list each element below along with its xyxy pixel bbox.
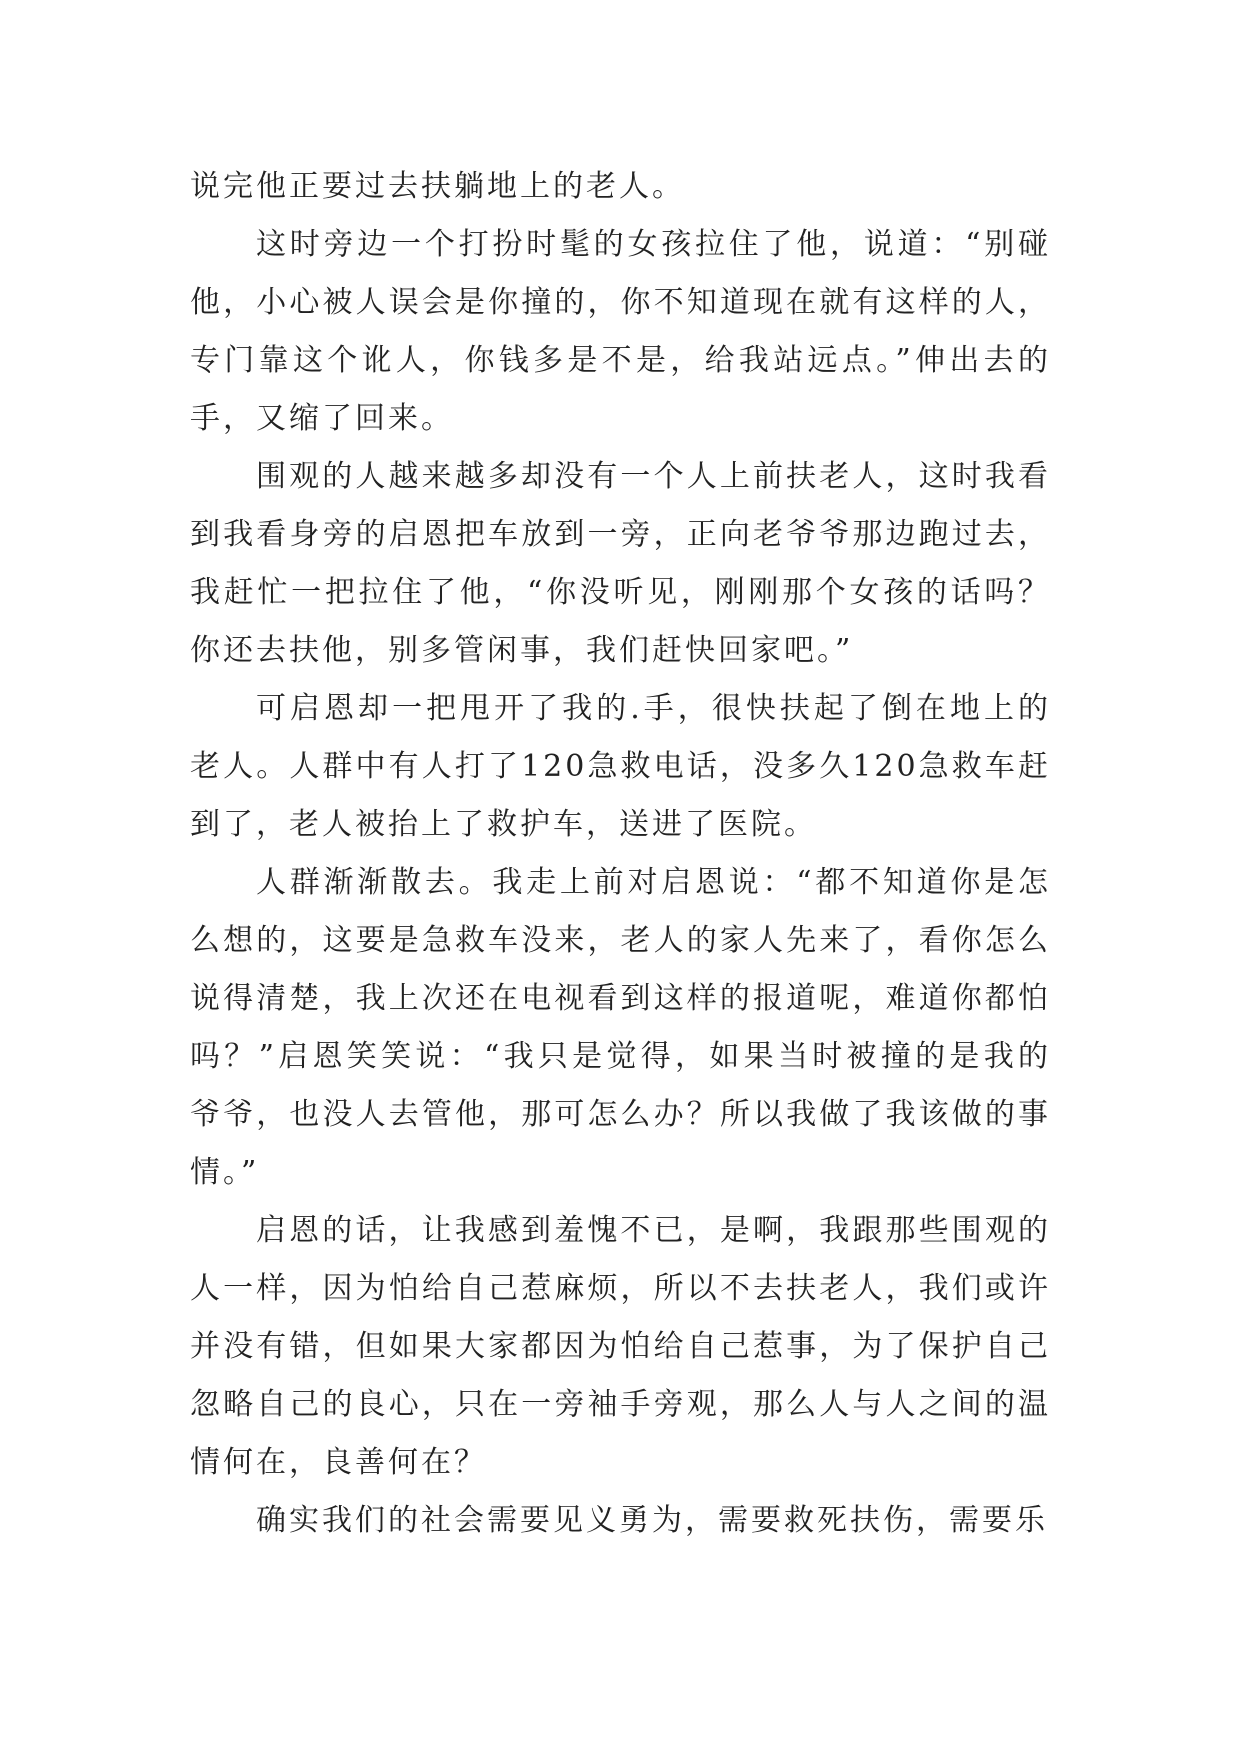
paragraph-1: 说完他正要过去扶躺地上的老人。 (190, 169, 685, 204)
paragraph-5: 人群渐渐散去。我走上前对启恩说：“都不知道你是怎么想的，这要是急救车没来，老人的家人先来了，看你怎么说得清楚，我上次还在电视看到这样的报道呢，难道你都怕吗？”启恩笑笑说：“我只是觉得，如果当时被撞的是我的爷爷，也没人去管他，那可怎么办？所以我做了我该做的事情。” (190, 865, 1051, 1190)
paragraph-2: 这时旁边一个打扮时髦的女孩拉住了他，说道：“别碰他，小心被人误会是你撞的，你不知道现在就有这样的人，专门靠这个讹人，你钱多是不是，给我站远点。”伸出去的手，又缩了回来。 (190, 227, 1051, 436)
paragraph-7: 确实我们的社会需要见义勇为，需要救死扶伤，需要乐 (256, 1503, 1048, 1538)
paragraph-4: 可启恩却一把甩开了我的.手，很快扶起了倒在地上的老人。人群中有人打了120急救电话，没多久120急救车赶到了，老人被抬上了救护车，送进了医院。 (190, 691, 1051, 842)
paragraph-3: 围观的人越来越多却没有一个人上前扶老人，这时我看到我看身旁的启恩把车放到一旁，正向老爷爷那边跑过去，我赶忙一把拉住了他，“你没听见，刚刚那个女孩的话吗？你还去扶他，别多管闲事，我们赶快回家吧。” (190, 459, 1051, 668)
paragraph-6: 启恩的话，让我感到羞愧不已，是啊，我跟那些围观的人一样，因为怕给自己惹麻烦，所以不去扶老人，我们或许并没有错，但如果大家都因为怕给自己惹事，为了保护自己忽略自己的良心，只在一旁袖手旁观，那么人与人之间的温情何在，良善何在？ (190, 1213, 1051, 1480)
body-text (190, 158, 1051, 1550)
